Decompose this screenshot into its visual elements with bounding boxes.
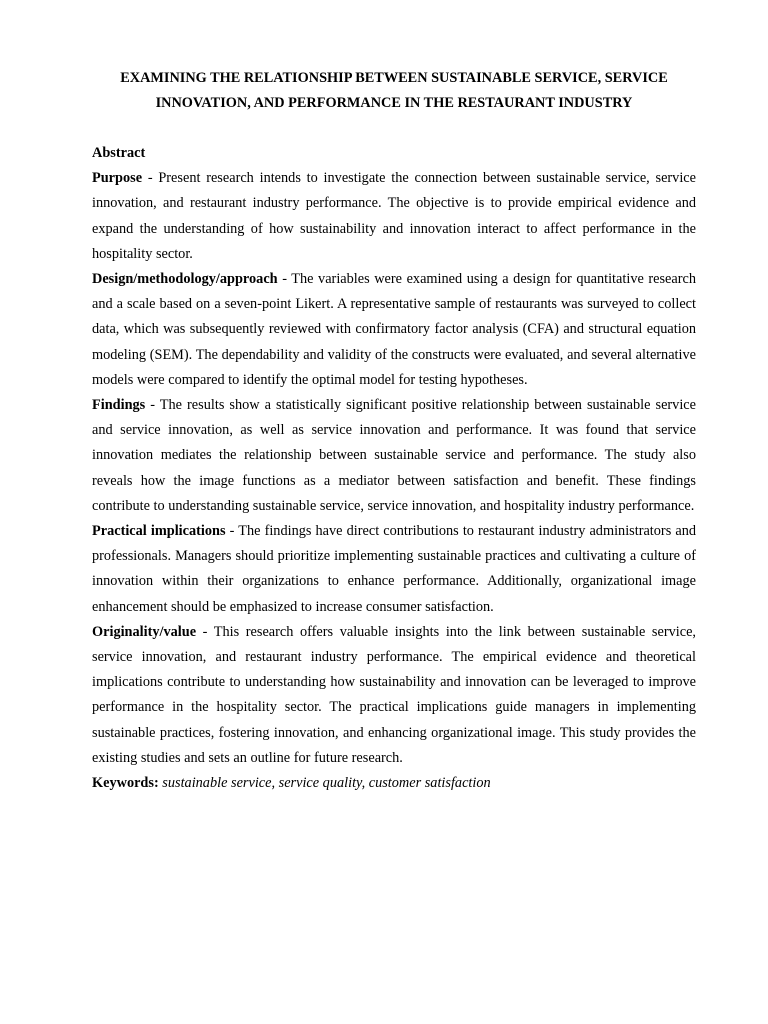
purpose-paragraph <box>92 166 696 267</box>
design-label: Design/methodology/approach <box>92 271 278 288</box>
title-line-2: INNOVATION, AND PERFORMANCE IN THE RESTAURANT INDUSTRY <box>155 95 633 111</box>
originality-paragraph <box>92 620 696 771</box>
findings-paragraph <box>92 393 696 519</box>
practical-text: - The findings have direct contributions to restaurant industry administrators and professionals. Managers should prioritize implementing sustainable practices and cultivating a culture of innovation within their organizations to enhance performance. Additionally, organizational image enhancement should be emphasized to increase consumer satisfaction. <box>92 523 696 615</box>
keywords-paragraph <box>92 771 696 796</box>
practical-paragraph <box>92 519 696 620</box>
title-line-1: EXAMINING THE RELATIONSHIP BETWEEN SUSTAINABLE SERVICE, SERVICE <box>120 70 668 86</box>
abstract-heading: Abstract <box>92 145 146 161</box>
practical-label: Practical implications <box>92 523 226 540</box>
findings-text: - The results show a statistically significant positive relationship between sustainable service and service innovation, as well as service innovation and performance. It was found that service innovation mediates the relationship between sustainable service and performance. The study also reveals how the image functions as a mediator between satisfaction and benefit. These findings contribute to understanding sustainable service, service innovation, and hospitality industry performance. <box>92 397 696 514</box>
paper-title <box>92 66 696 116</box>
findings-label: Findings <box>92 397 146 414</box>
originality-text: - This research offers valuable insights into the link between sustainable service, service innovation, and restaurant industry performance. The empirical evidence and theoretical implications contribute to understanding how sustainability and innovation can be leveraged to improve performance in the hospitality sector. The practical implications guide managers in implementing sustainable practices, fostering innovation, and enhancing organizational image. This study provides the existing studies and sets an outline for future research. <box>92 623 696 766</box>
keywords-label: Keywords: <box>92 775 159 792</box>
originality-label: Originality/value <box>92 623 197 640</box>
keywords-text: sustainable service, service quality, customer satisfaction <box>158 775 491 792</box>
document-page <box>92 66 696 796</box>
design-paragraph <box>92 267 696 393</box>
purpose-label: Purpose <box>92 170 143 187</box>
design-text: - The variables were examined using a design for quantitative research and a scale based on a seven-point Likert. A representative sample of restaurants was surveyed to collect data, which was subsequently reviewed with confirmatory factor analysis (CFA) and structural equation modeling (SEM). The dependability and validity of the constructs were evaluated, and several alternative models were compared to identify the optimal model for testing hypotheses. <box>92 271 696 388</box>
purpose-text: - Present research intends to investigate the connection between sustainable service, service innovation, and restaurant industry performance. The objective is to provide empirical evidence and expand the understanding of how sustainability and innovation interact to affect performance in the hospitality sector. <box>92 170 696 262</box>
